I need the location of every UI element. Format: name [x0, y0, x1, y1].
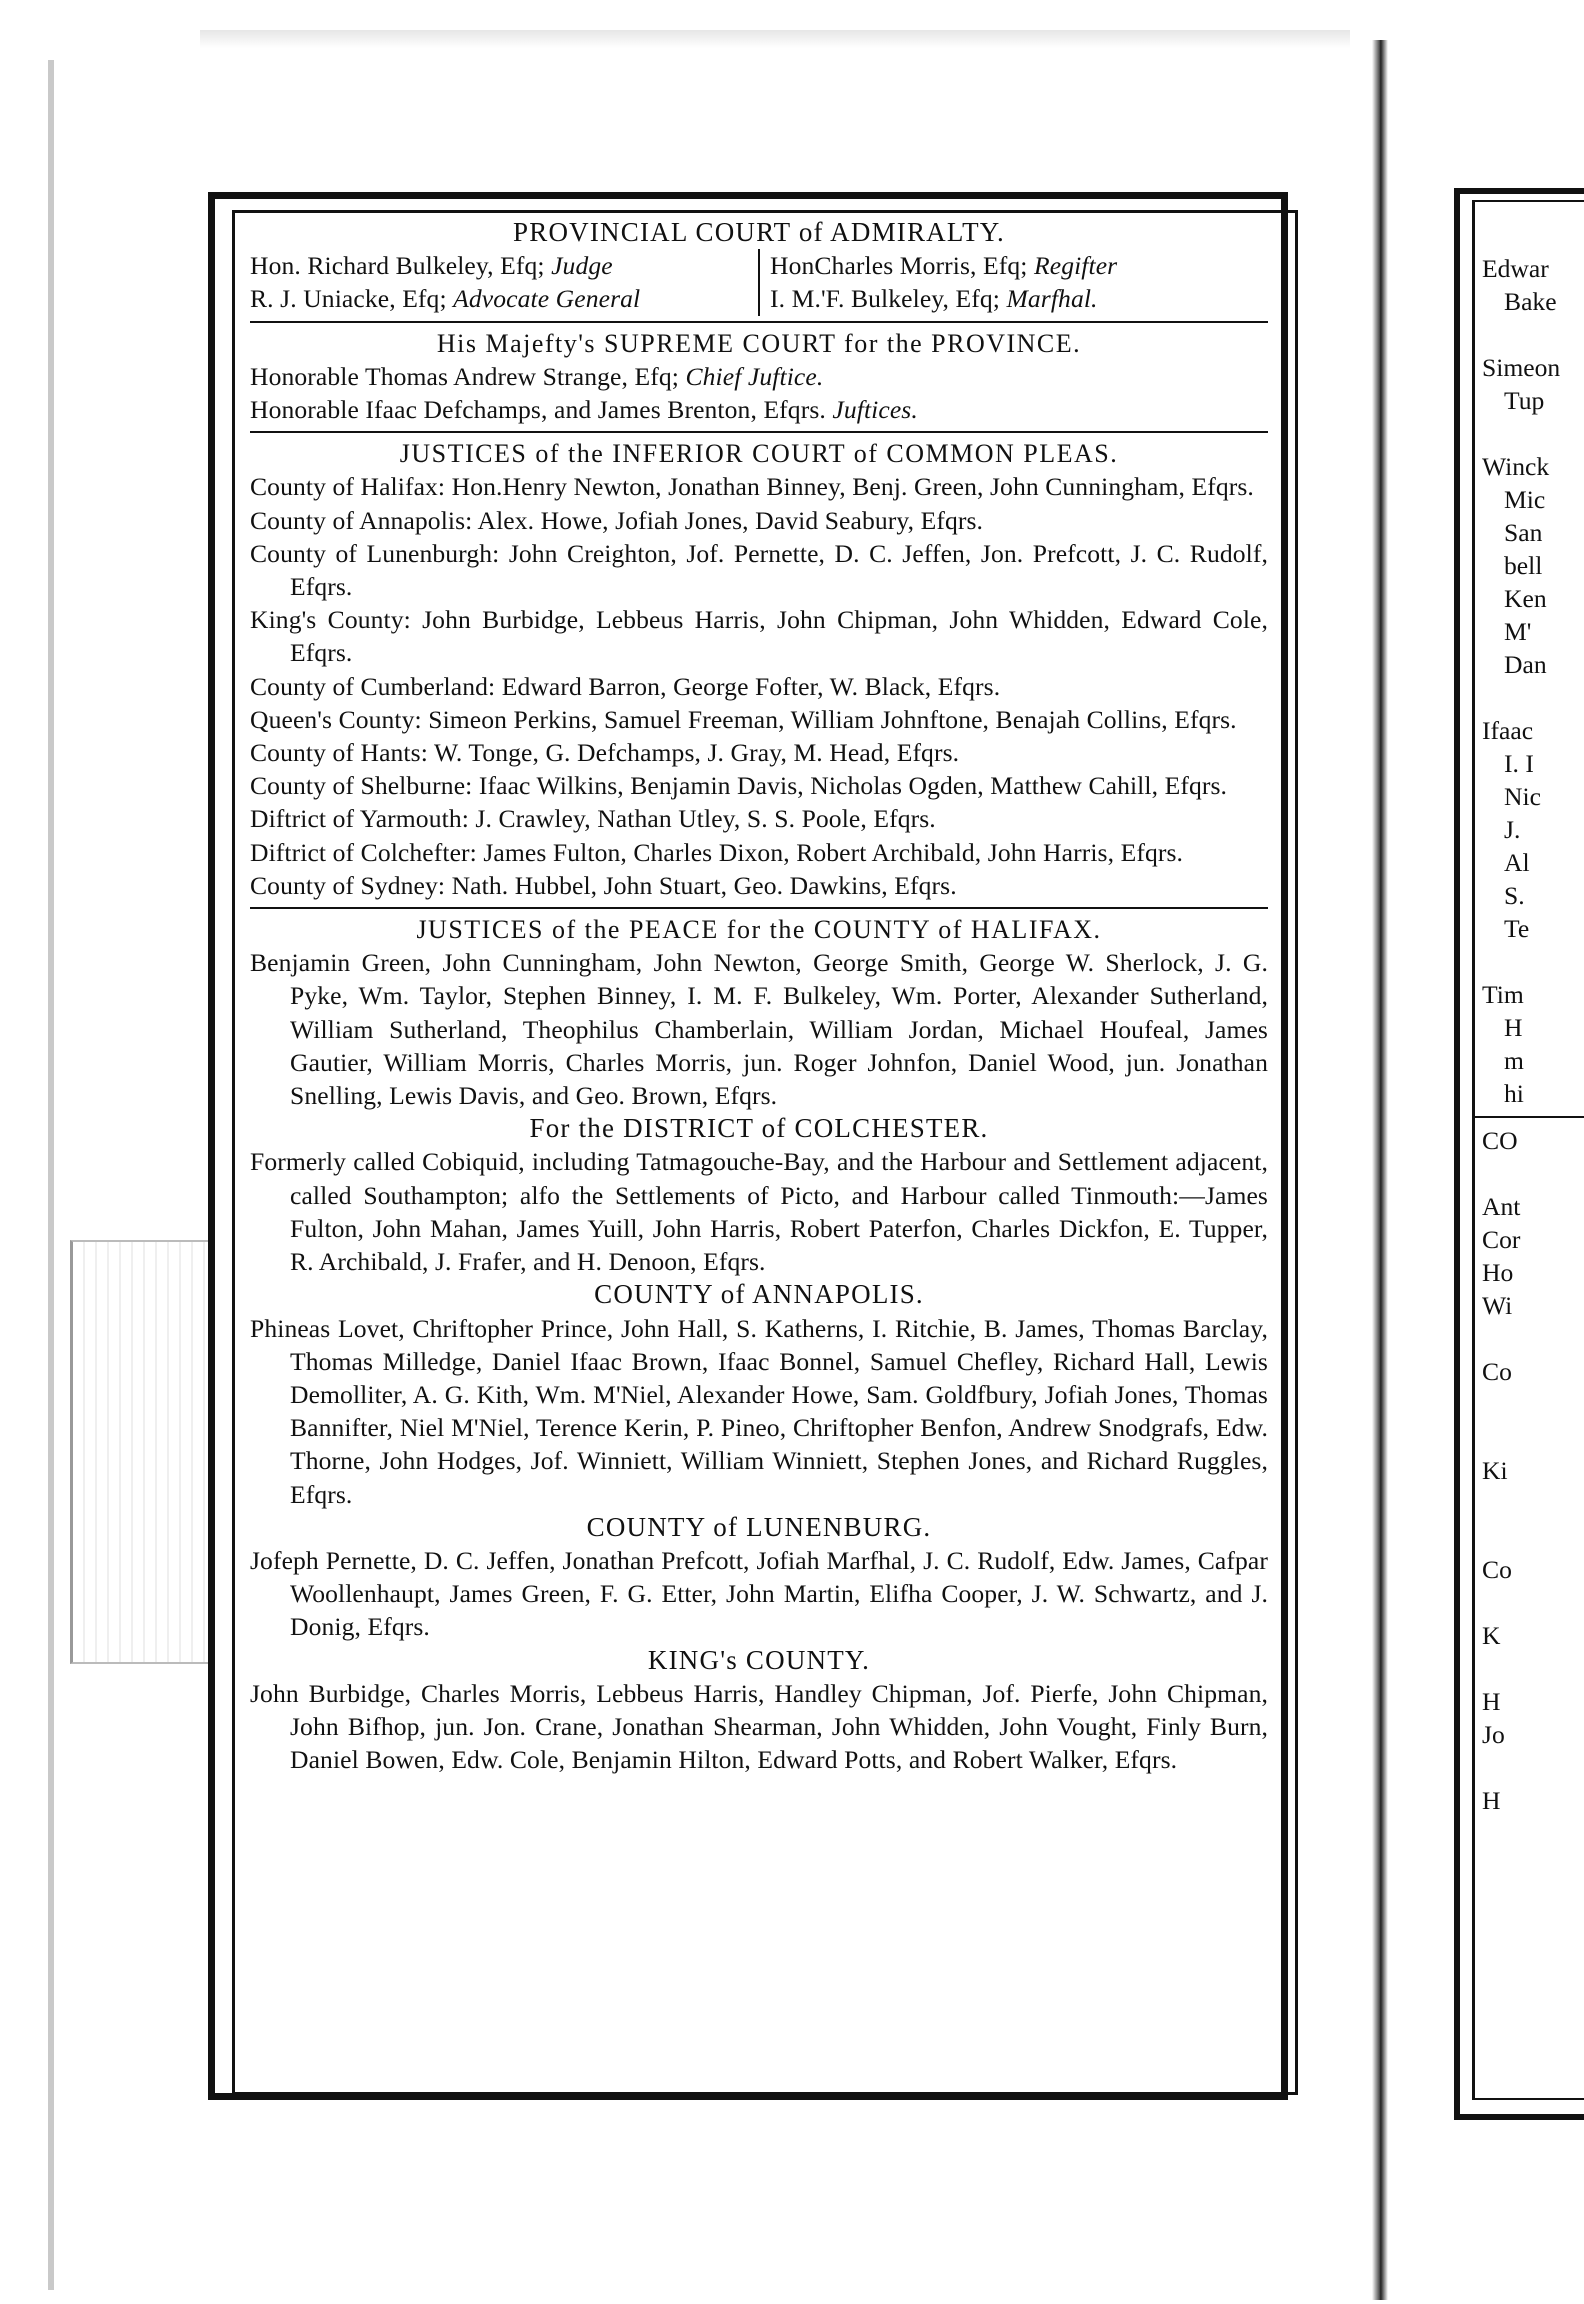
annapolis-peace-justices: Phineas Lovet, Chriftopher Prince, John Hall, S. Katherns, I. Ritchie, B. James, Thomas Barclay, Thomas Milledge, Daniel Ifaac Brown, Ifaac Bonnel, Samuel Chefley, Richard Hall, Lewis Demolliter, A. G. Kith, Wm. M'Niel, Alexander Howe, Sam. Goldfbury, Jofiah Jones, Thomas Bannifter, Niel M'Niel, Terence Kerin, P. Pineo, Chriftopher Benfon, Andrew Snodgrafs, Edw. Thorne, John Hodges, Jof. Winniett, William Winniett, Stephen Jones, and Richard Ruggles, Efqrs. — [250, 1313, 1268, 1509]
facing-page-line — [1482, 1652, 1584, 1685]
facing-page-line: Edwar — [1482, 254, 1549, 283]
admiralty-right-column — [760, 249, 1117, 315]
facing-page-line: H — [1482, 1687, 1501, 1716]
facing-page-line: Bake — [1504, 287, 1557, 316]
page-left-edge — [48, 60, 54, 2290]
facing-page-line: Cor — [1482, 1225, 1521, 1254]
facing-page-line: Ant — [1482, 1192, 1521, 1221]
facing-page-line: Mic — [1504, 485, 1546, 514]
facing-page-line: M' — [1504, 617, 1532, 646]
facing-page-line — [1482, 1487, 1584, 1520]
county-justices-entry: County of Lunenburgh: John Creighton, Jof. Pernette, D. C. Jeffen, Jon. Prefcott, J. C. Rudolf, Efqrs. — [250, 538, 1268, 602]
colchester-heading: For the DISTRICT of COLCHESTER. — [529, 1113, 989, 1144]
halifax-peace-justices: Benjamin Green, John Cunningham, John Newton, George Smith, George W. Sherlock, J. G. Pyke, Wm. Taylor, Stephen Binney, I. M. F. Bulkeley, Wm. Porter, Alexander Sutherland, William Sutherland, Theophilus Chamberlain, William Jordan, Michael Houfeal, James Gautier, William Morris, Charles Morris, jun. Roger Johnfon, Daniel Wood, jun. Jonathan Snelling, Lewis Davis, and Geo. Brown, Efqrs. — [250, 948, 1268, 1111]
peace-justices-heading: JUSTICES of the PEACE for the COUNTY of HALIFAX. — [416, 915, 1102, 945]
county-justices-entry: County of Shelburne: Ifaac Wilkins, Benjamin Davis, Nicholas Ogden, Matthew Cahill, Efqrs. — [250, 771, 1228, 801]
facing-page-line: Ifaac — [1482, 716, 1534, 745]
admiralty-officer: I. M.'F. Bulkeley, Efq; Marfhal. — [770, 284, 1098, 314]
section-divider — [250, 431, 1268, 433]
court-listing-text-block — [250, 216, 1268, 2084]
facing-page-line: Ken — [1504, 584, 1547, 613]
facing-page-line: CO — [1482, 1126, 1518, 1155]
facing-page-line — [1482, 681, 1584, 714]
county-justices-entry: Queen's County: Simeon Perkins, Samuel Freeman, William Johnftone, Benajah Collins, Efqrs. — [250, 704, 1237, 734]
facing-page-line: Tim — [1482, 980, 1524, 1009]
facing-page-fragment — [1390, 60, 1584, 2304]
county-justices-entry: Diftrict of Colchefter: James Fulton, Charles Dixon, Robert Archibald, John Harris, Efqrs. — [250, 837, 1184, 867]
facing-page-line — [1482, 1388, 1584, 1421]
facing-page-line — [1482, 318, 1584, 351]
facing-page-line: Jo — [1482, 1720, 1505, 1749]
facing-page-line: Ki — [1482, 1456, 1508, 1485]
admiralty-left-column — [250, 249, 760, 315]
county-justices-entry: County of Sydney: Nath. Hubbel, John Stuart, Geo. Dawkins, Efqrs. — [250, 870, 957, 900]
admiralty-officers-table — [250, 249, 1268, 315]
kings-county-peace-justices: John Burbidge, Charles Morris, Lebbeus Harris, Handley Chipman, Jof. Pierfe, John Chipman, John Bifhop, jun. Jon. Crane, Jonathan Shearman, John Whidden, John Vought, Finly Burn, Daniel Bowen, Edw. Cole, Benjamin Hilton, Edward Potts, and Robert Walker, Efqrs. — [250, 1678, 1268, 1775]
facing-page-line: Co — [1482, 1555, 1512, 1584]
inferior-court-heading: JUSTICES of the INFERIOR COURT of COMMON PLEAS. — [399, 439, 1119, 469]
facing-page-line: S. — [1504, 881, 1525, 910]
facing-page-line — [1482, 1751, 1584, 1784]
facing-page-line: hi — [1504, 1079, 1524, 1108]
facing-page-line: K — [1482, 1621, 1501, 1650]
facing-page-line: Te — [1504, 914, 1530, 943]
colchester-peace-justices: Formerly called Cobiquid, including Tatmagouche-Bay, and the Harbour and Settlement adjacent, called Southampton; alfo the Settlements of Picto, and Harbour called Tinmouth:—James Fulton, John Mahan, James Yuill, John Harris, Robert Paterfon, Charles Dickfon, E. Tupper, R. Archibald, J. Frafer, and H. Denoon, Efqrs. — [250, 1147, 1268, 1277]
torn-page-fragment — [70, 1240, 213, 1664]
admiralty-officer: HonCharles Morris, Efq; Regifter — [770, 251, 1118, 281]
admiralty-officer: R. J. Uniacke, Efq; Advocate General — [250, 284, 641, 314]
admiralty-heading: PROVINCIAL COURT of ADMIRALTY. — [513, 217, 1005, 247]
facing-page-line: Simeon — [1482, 353, 1561, 382]
facing-page-line: J. — [1504, 815, 1521, 844]
facing-page-line — [1482, 1520, 1584, 1553]
county-justices-entry: County of Hants: W. Tonge, G. Defchamps, J. Gray, M. Head, Efqrs. — [250, 738, 960, 768]
supreme-court-heading: His Majefty's SUPREME COURT for the PROVINCE. — [436, 328, 1082, 358]
book-gutter — [1372, 40, 1388, 2300]
supreme-court-line: Honorable Ifaac Defchamps, and James Brenton, Efqrs. Juftices. — [250, 395, 918, 425]
facing-page-line: bell — [1504, 551, 1543, 580]
facing-page-line — [1482, 945, 1584, 978]
facing-page-line: Dan — [1504, 650, 1547, 679]
admiralty-officer: Hon. Richard Bulkeley, Efq; Judge — [250, 251, 613, 281]
county-justices-entry: County of Halifax: Hon.Henry Newton, Jonathan Binney, Benj. Green, John Cunningham, Efqrs. — [250, 472, 1254, 502]
facing-page-line — [1482, 1322, 1584, 1355]
lunenburg-heading: COUNTY of LUNENBURG. — [586, 1511, 932, 1542]
facing-page-divider — [1472, 1116, 1584, 1118]
county-justices-entry: County of Annapolis: Alex. Howe, Jofiah Jones, David Seabury, Efqrs. — [250, 505, 984, 535]
section-divider — [250, 907, 1268, 909]
facing-page-line — [1482, 1586, 1584, 1619]
facing-page-line: Ho — [1482, 1258, 1514, 1287]
facing-page-line: Tup — [1504, 386, 1545, 415]
facing-page-line — [1482, 1421, 1584, 1454]
facing-page-line — [1482, 1157, 1584, 1190]
lunenburg-peace-justices: Jofeph Pernette, D. C. Jeffen, Jonathan Prefcott, Jofiah Marfhal, J. C. Rudolf, Edw. James, Cafpar Woollenhaupt, James Green, F. G. Etter, John Martin, Elifha Cooper, J. W. Schwartz, and J. Donig, Efqrs. — [250, 1545, 1268, 1642]
county-justices-entry: County of Cumberland: Edward Barron, George Fofter, W. Black, Efqrs. — [250, 671, 1001, 701]
county-justices-entry: Diftrict of Yarmouth: J. Crawley, Nathan Utley, S. S. Poole, Efqrs. — [250, 804, 936, 834]
supreme-court-line: Honorable Thomas Andrew Strange, Efq; Chief Juftice. — [250, 361, 824, 391]
facing-page-line: Co — [1482, 1357, 1512, 1386]
annapolis-heading: COUNTY of ANNAPOLIS. — [594, 1279, 924, 1310]
facing-page-line: H — [1482, 1786, 1501, 1815]
kings-county-heading: KING's COUNTY. — [647, 1644, 871, 1675]
page-top-edge — [200, 30, 1350, 48]
section-divider — [250, 321, 1268, 323]
facing-page-line: Wi — [1482, 1291, 1513, 1320]
facing-page-line: m — [1504, 1046, 1524, 1075]
county-justices-entry: King's County: John Burbidge, Lebbeus Harris, John Chipman, John Whidden, Edward Cole, Efqrs. — [250, 605, 1268, 668]
facing-page-line: H — [1504, 1013, 1523, 1042]
facing-page-text — [1482, 252, 1584, 1817]
facing-page-line — [1482, 417, 1584, 450]
facing-page-line: Al — [1504, 848, 1530, 877]
facing-page-line: I. I — [1504, 749, 1534, 778]
facing-page-line: San — [1504, 518, 1543, 547]
facing-page-line: Winck — [1482, 452, 1550, 481]
facing-page-line: Nic — [1504, 782, 1541, 811]
